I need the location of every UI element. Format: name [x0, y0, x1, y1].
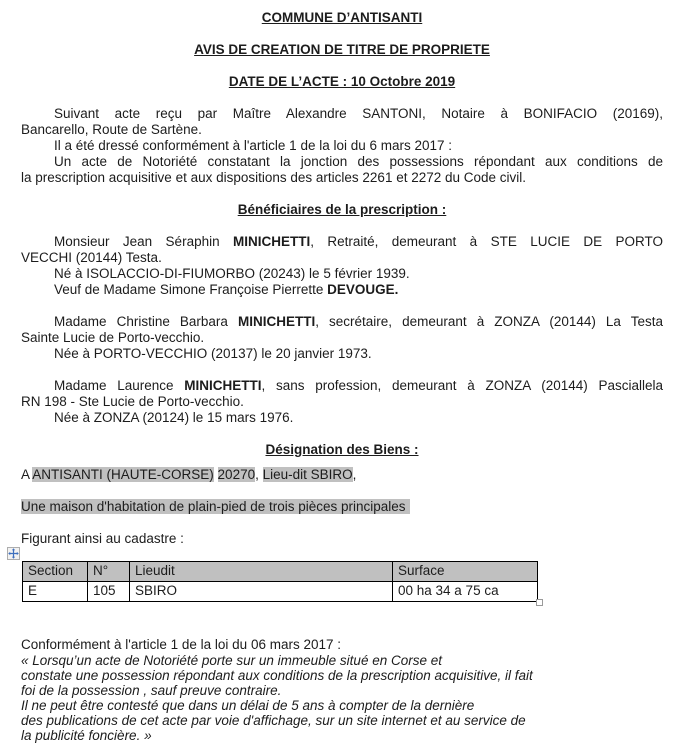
beneficiary-3-birth: Née à ZONZA (20124) le 15 mars 1976.	[54, 410, 294, 425]
location-sep2: ,	[255, 467, 263, 482]
cadastre-table	[22, 561, 538, 602]
beneficiary-3-line-2: RN 198 - Ste Lucie de Porto-vecchio.	[21, 394, 244, 409]
cell-surface: 00 ha 34 a 75 ca	[393, 582, 538, 602]
intro-line-4: Un acte de Notoriété constatant la jonction des possessions répondant aux conditions de	[54, 154, 663, 169]
section-heading-beneficiaires	[21, 202, 663, 218]
col-header-surface: Surface	[393, 562, 538, 582]
location-commune-highlight: ANTISANTI (HAUTE-CORSE)	[32, 467, 214, 482]
cadastre-intro-line: Figurant ainsi au cadastre :	[21, 531, 184, 546]
b1-l4-pre: Veuf de Madame Simone Françoise Pierrette	[54, 282, 328, 297]
col-header-section: Section	[23, 562, 88, 582]
cadastre-header-row	[23, 562, 538, 582]
beneficiary-2	[21, 314, 663, 362]
legal-quote-line-3: foi de la possession , sauf preuve contraire.	[21, 683, 282, 698]
location-suffix: ,	[352, 467, 357, 482]
beneficiary-3	[21, 378, 663, 426]
b1-l1-post: , Retraité, demeurant à STE LUCIE DE PORTO	[310, 234, 664, 249]
location-prefix: A	[21, 467, 33, 482]
b1-spouse-surname: DEVOUGE.	[327, 282, 399, 297]
beneficiary-1	[21, 234, 663, 298]
intro-paragraph	[21, 106, 663, 186]
section-heading-designation	[21, 442, 663, 458]
legal-quote-line-5: des publications de cet acte par voie d'affichage, sur un site internet et au service de	[21, 713, 526, 728]
designation-heading-text: Désignation des Biens :	[265, 442, 419, 457]
beneficiary-1-line-1	[21, 234, 663, 250]
beneficiaires-heading-text: Bénéficiaires de la prescription :	[237, 202, 447, 217]
intro-line-2: Bancarello, Route de Sartène.	[21, 122, 202, 137]
b3-l1-pre: Madame Laurence	[54, 378, 185, 393]
location-lieudit-highlight: Lieu-dit SBIRO	[262, 467, 353, 482]
cell-lieudit: SBIRO	[130, 582, 393, 602]
property-location-line	[21, 467, 663, 483]
cell-section: E	[23, 582, 88, 602]
b2-l1-post: , secrétaire, demeurant à ZONZA (20144) La Testa	[315, 314, 663, 329]
doc-subtitle	[21, 42, 663, 58]
doc-date-heading	[21, 74, 663, 90]
legal-intro-line: Conformément à l'article 1 de la loi du 06 mars 2017 :	[21, 637, 341, 652]
b3-l1-post: , sans profession, demeurant à ZONZA (20144) Pasciallela	[261, 378, 663, 393]
doc-title-text: COMMUNE D’ANTISANTI	[261, 10, 423, 25]
legal-quote-line-4: Il ne peut être contesté que dans un délai de 5 ans à compter de la dernière	[21, 698, 475, 713]
col-header-numero: N°	[88, 562, 130, 582]
beneficiary-2-line-1	[21, 314, 663, 330]
b2-surname: MINICHETTI	[237, 314, 316, 329]
beneficiary-1-birth: Né à ISOLACCIO-DI-FIUMORBO (20243) le 5 février 1939.	[54, 266, 410, 281]
intro-line-1: Suivant acte reçu par Maître Alexandre SANTONI, Notaire à BONIFACIO (20169),	[54, 106, 663, 121]
legal-quote	[21, 653, 663, 743]
beneficiary-3-line-1	[21, 378, 663, 394]
beneficiary-1-line-2: VECCHI (20144) Testa.	[21, 250, 162, 265]
beneficiary-2-birth: Née à PORTO-VECCHIO (20137) le 20 janvier 1973.	[54, 346, 372, 361]
table-resize-handle-icon[interactable]	[536, 599, 543, 606]
property-description-highlight: Une maison d'habitation de plain-pied de trois pièces principales	[21, 499, 410, 514]
table-move-handle-icon[interactable]	[7, 547, 20, 560]
b2-l1-pre: Madame Christine Barbara	[54, 314, 238, 329]
b3-surname: MINICHETTI	[184, 378, 262, 393]
beneficiary-1-widower	[21, 282, 663, 298]
doc-title	[21, 10, 663, 26]
legal-quote-line-1: « Lorsqu’un acte de Notoriété porte sur un immeuble situé en Corse et	[21, 653, 442, 668]
b1-surname: MINICHETTI	[232, 234, 311, 249]
legal-quote-line-2: constate une possession répondant aux conditions de la prescription acquisitive, il fait	[21, 668, 533, 683]
cell-numero: 105	[88, 582, 130, 602]
doc-date-text: DATE DE L’ACTE : 10 Octobre 2019	[228, 74, 456, 89]
b1-l1-pre: Monsieur Jean Séraphin	[54, 234, 233, 249]
intro-line-5: la prescription acquisitive et aux dispositions des articles 2261 et 2272 du Code civil.	[21, 170, 527, 185]
location-sep1	[214, 467, 218, 482]
legal-quote-line-6: la publicité foncière. »	[21, 728, 152, 743]
cadastre-data-row	[23, 582, 538, 602]
location-postcode-highlight: 20270	[217, 467, 256, 482]
beneficiary-2-line-2: Sainte Lucie de Porto-vecchio.	[21, 330, 205, 345]
intro-line-3: Il a été dressé conformément à l'article 1 de la loi du 6 mars 2017 :	[54, 138, 453, 153]
doc-subtitle-text: AVIS DE CREATION DE TITRE DE PROPRIETE	[194, 42, 490, 57]
property-description-line	[21, 499, 663, 515]
col-header-lieudit: Lieudit	[130, 562, 393, 582]
